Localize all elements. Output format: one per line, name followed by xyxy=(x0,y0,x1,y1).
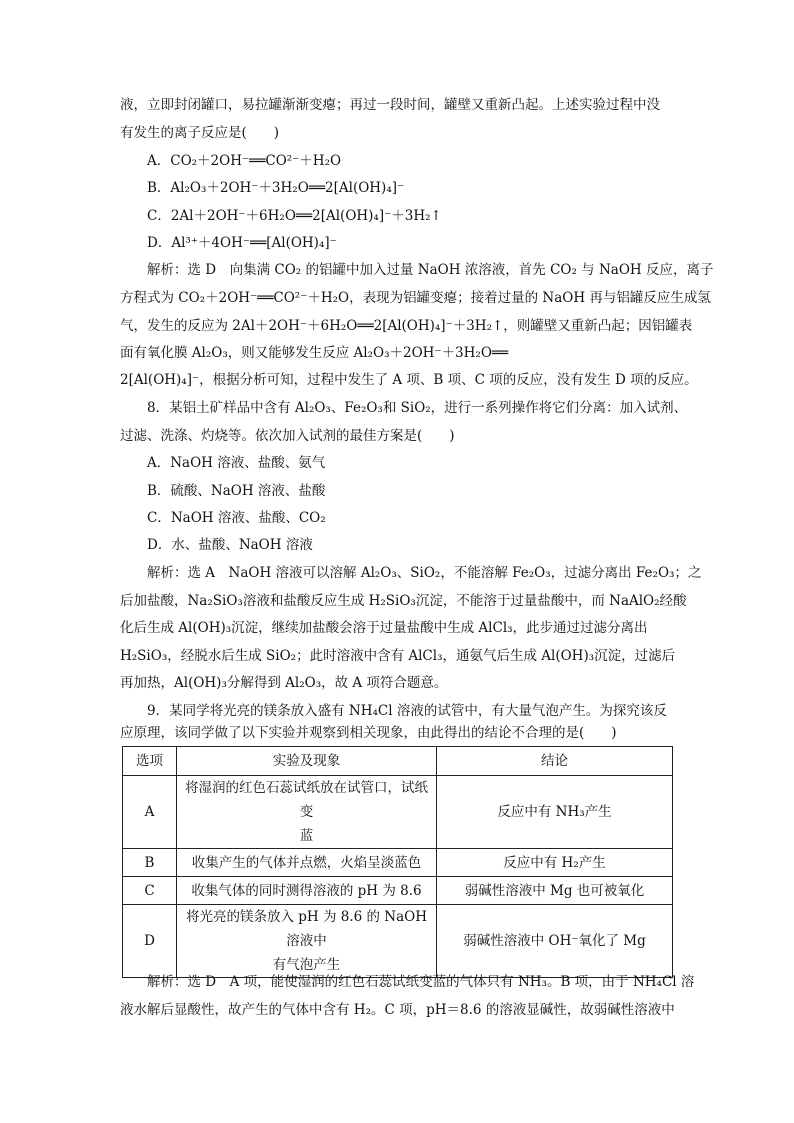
table-header-row xyxy=(123,747,673,776)
q9-stem-line-1: 9．某同学将光亮的镁条放入盛有 NH₄Cl 溶液的试管中，有大量气泡产生。为探究该反 xyxy=(147,703,667,719)
q7-analysis-line-3: 气，发生的反应为 2Al＋2OH⁻＋6H₂O══2[Al(OH)₄]⁻＋3H₂↑，则罐壁又重新凸起；因铝罐表 xyxy=(120,318,693,334)
q7-option-d: D．Al³⁺＋4OH⁻══[Al(OH)₄]⁻ xyxy=(147,235,337,251)
row-conclusion: 反应中有 H₂产生 xyxy=(437,849,673,877)
table-row xyxy=(123,905,673,978)
header-option: 选项 xyxy=(123,747,177,776)
q7-analysis-line-5: 2[Al(OH)₄]⁻，根据分析可知，过程中发生了 A 项、B 项、C 项的反应，没有发生 D 项的反应。 xyxy=(120,372,698,388)
q8-option-c: C．NaOH 溶液、盐酸、CO₂ xyxy=(147,510,326,526)
row-conclusion: 弱碱性溶液中 OH⁻氧化了 Mg xyxy=(437,905,673,978)
q8-option-a: A．NaOH 溶液、盐酸、氨气 xyxy=(147,455,326,471)
q8-analysis-line-2: 后加盐酸，Na₂SiO₃溶液和盐酸反应生成 H₂SiO₃沉淀，不能溶于过量盐酸中，而 NaAlO₂经酸 xyxy=(120,593,687,609)
row-conclusion: 弱碱性溶液中 Mg 也可被氧化 xyxy=(437,877,673,905)
phenomenon-line: 收集气体的同时测得溶液的 pH 为 8.6 xyxy=(191,882,422,899)
row-option: B xyxy=(123,849,177,877)
header-phenomenon: 实验及现象 xyxy=(177,747,437,776)
phenomenon-line: 将湿润的红色石蕊试纸放在试管口，试纸变 xyxy=(185,780,428,820)
q8-analysis-line-3: 化后生成 Al(OH)₃沉淀，继续加盐酸会溶于过量盐酸中生成 AlCl₃，此步通过过滤分离出 xyxy=(120,620,648,636)
row-option: D xyxy=(123,905,177,978)
row-phenomenon xyxy=(177,877,437,905)
q7-stem-line-2: 有发生的离子反应是( ) xyxy=(120,125,280,141)
table-row xyxy=(123,849,673,877)
phenomenon-line: 有气泡产生 xyxy=(272,957,341,973)
q8-stem-line-1: 8．某铝土矿样品中含有 Al₂O₃、Fe₂O₃和 SiO₂，进行一系列操作将它们分离：加入试剂、 xyxy=(147,400,688,416)
phenomenon-line: 将光亮的镁条放入 pH 为 8.6 的 NaOH 溶液中 xyxy=(185,909,428,949)
row-phenomenon xyxy=(177,776,437,849)
q9-analysis-line-1: 解析：选 D A 项，能使湿润的红色石蕊试纸变蓝的气体只有 NH₃。B 项，由于 NH₄Cl 溶 xyxy=(147,974,695,990)
table-row xyxy=(123,877,673,905)
q9-analysis-line-2: 液水解后显酸性，故产生的气体中含有 H₂。C 项，pH＝8.6 的溶液显碱性，故弱碱性溶液中 xyxy=(120,1002,675,1018)
row-phenomenon xyxy=(177,905,437,978)
q8-stem-line-2: 过滤、洗涤、灼烧等。依次加入试剂的最佳方案是( ) xyxy=(120,428,455,444)
q7-analysis-line-2: 方程式为 CO₂＋2OH⁻══CO²⁻＋H₂O，表现为铝罐变瘪；接着过量的 NaOH 再与铝罐反应生成氢 xyxy=(120,290,711,306)
q9-experiment-table xyxy=(122,746,673,978)
q7-option-b: B．Al₂O₃＋2OH⁻＋3H₂O══2[Al(OH)₄]⁻ xyxy=(147,180,405,196)
header-conclusion: 结论 xyxy=(437,747,673,776)
phenomenon-line: 蓝 xyxy=(299,828,314,844)
q8-option-b: B．硫酸、NaOH 溶液、盐酸 xyxy=(147,483,326,499)
q7-option-a: A．CO₂＋2OH⁻══CO²⁻＋H₂O xyxy=(147,153,342,169)
q8-analysis-line-5: 再加热，Al(OH)₃分解得到 Al₂O₃，故 A 项符合题意。 xyxy=(120,675,448,691)
table-row xyxy=(123,776,673,849)
q9-stem-line-2: 应原理，该同学做了以下实验并观察到相关现象，由此得出的结论不合理的是( ) xyxy=(120,725,617,741)
q7-analysis-line-4: 面有氧化膜 Al₂O₃，则又能够发生反应 Al₂O₃＋2OH⁻＋3H₂O══ xyxy=(120,345,509,361)
row-option: A xyxy=(123,776,177,849)
q7-analysis-line-1: 解析：选 D 向集满 CO₂ 的铝罐中加入过量 NaOH 浓溶液，首先 CO₂ 与 NaOH 反应，离子 xyxy=(147,262,714,278)
phenomenon-line: 收集产生的气体并点燃，火焰呈淡蓝色 xyxy=(191,854,422,871)
q8-option-d: D．水、盐酸、NaOH 溶液 xyxy=(147,537,313,553)
row-conclusion: 反应中有 NH₃产生 xyxy=(437,776,673,849)
row-phenomenon xyxy=(177,849,437,877)
q7-option-c: C．2Al＋2OH⁻＋6H₂O══2[Al(OH)₄]⁻＋3H₂↑ xyxy=(147,208,442,224)
row-option: C xyxy=(123,877,177,905)
q8-analysis-line-4: H₂SiO₃，经脱水后生成 SiO₂；此时溶液中含有 AlCl₃，通氨气后生成 Al(OH)₃沉淀，过滤后 xyxy=(120,648,676,664)
q7-stem-line-1: 液，立即封闭罐口，易拉罐渐渐变瘪；再过一段时间，罐壁又重新凸起。上述实验过程中没 xyxy=(120,97,660,113)
q8-analysis-line-1: 解析：选 A NaOH 溶液可以溶解 Al₂O₃、SiO₂，不能溶解 Fe₂O₃，过滤分离出 Fe₂O₃；之 xyxy=(147,565,702,581)
